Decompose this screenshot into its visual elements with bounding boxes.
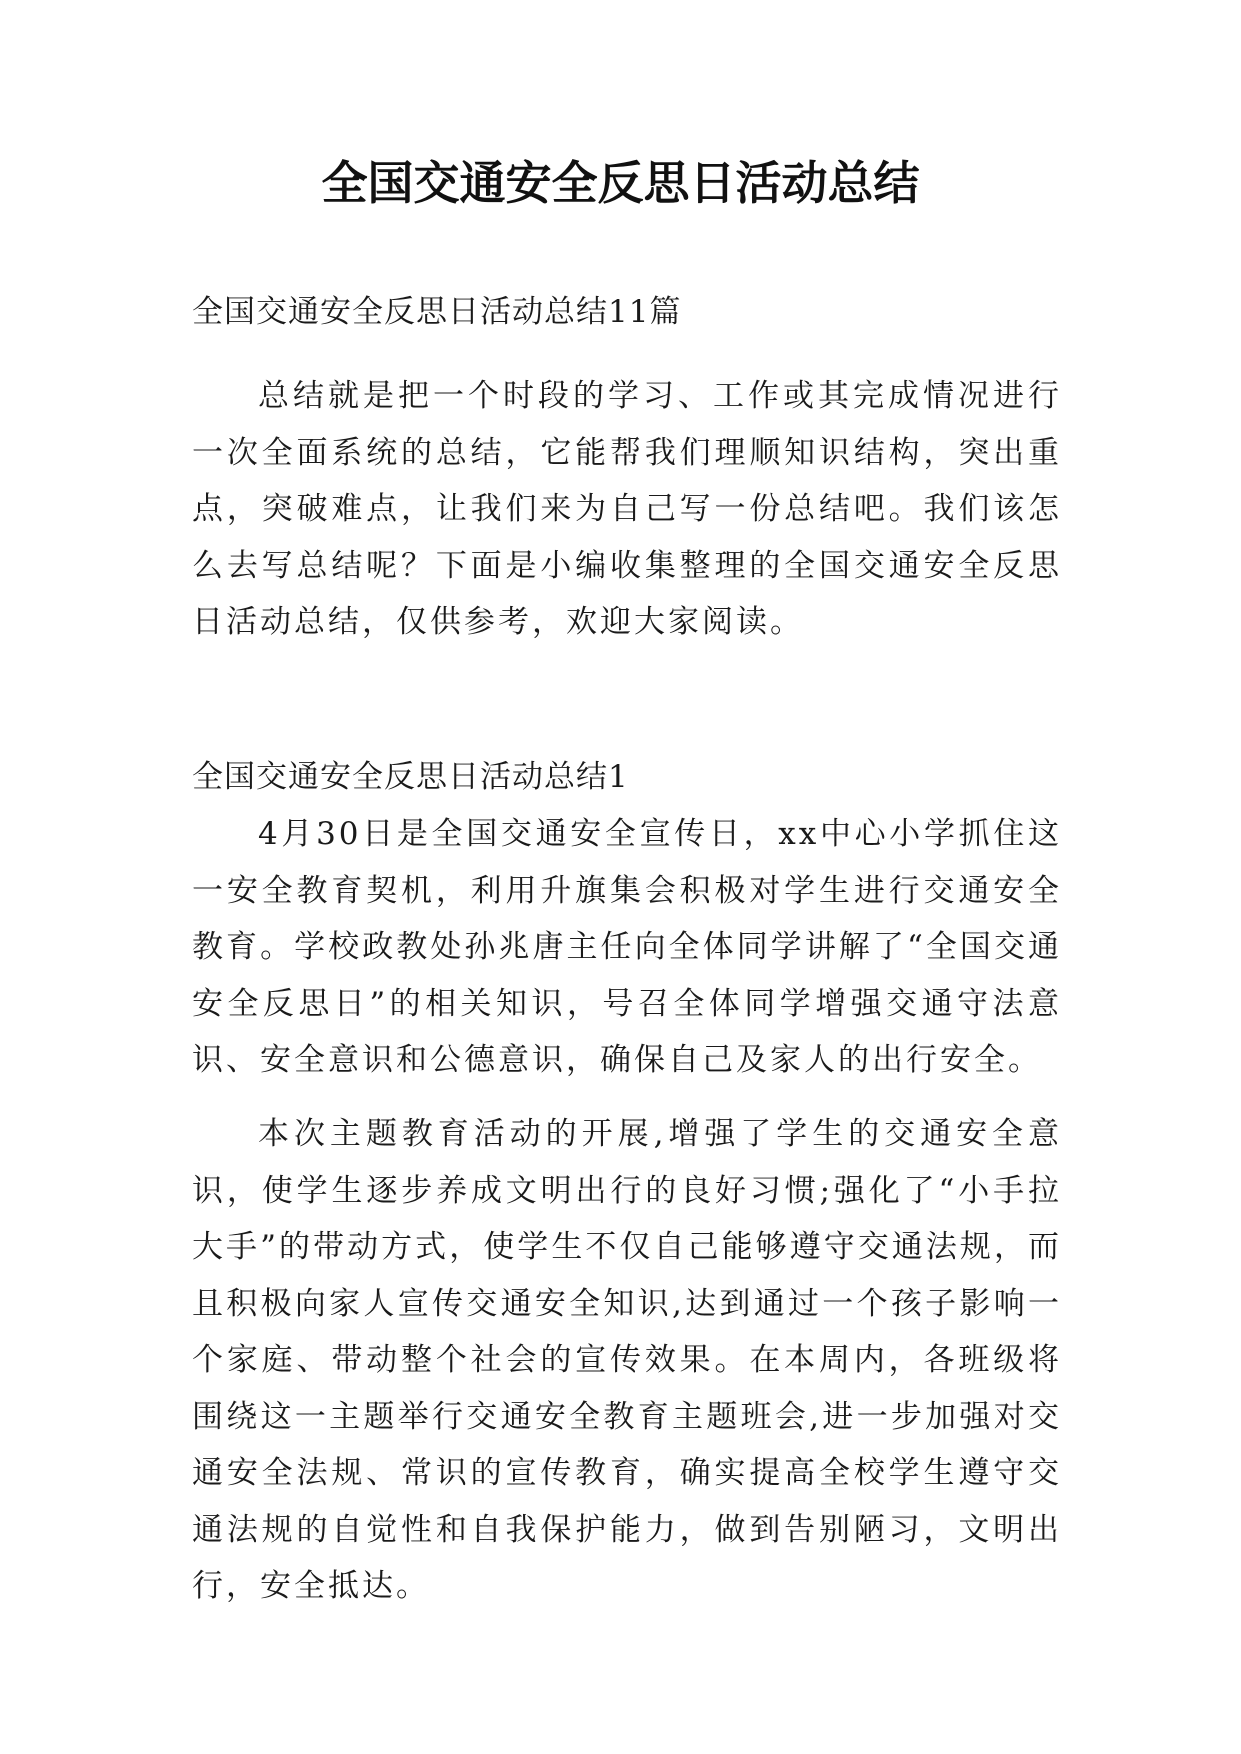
section-paragraph-1: 4月30日是全国交通安全宣传日，xx中心小学抓住这一安全教育契机，利用升旗集会积极对学生进行交通安全教育。学校政教处孙兆唐主任向全体同学讲解了“全国交通安全反思日”的相关知识，号召全体同学增强交通守法意识、安全意识和公德意识，确保自己及家人的出行安全。 (192, 816, 1062, 1078)
document-title: 全国交通安全反思日活动总结 (321, 156, 920, 210)
section-heading: 全国交通安全反思日活动总结1 (192, 759, 629, 795)
document-subtitle: 全国交通安全反思日活动总结11篇 (192, 294, 682, 330)
section-paragraph-2: 本次主题教育活动的开展,增强了学生的交通安全意识，使学生逐步养成文明出行的良好习惯;强化了“小手拉大手”的带动方式，使学生不仅自己能够遵守交通法规，而且积极向家人宣传交通安全知识,达到通过一个孩子影响一个家庭、带动整个社会的宣传效果。在本周内，各班级将围绕这一主题举行交通安全教育主题班会,进一步加强对交通安全法规、常识的宣传教育，确实提高全校学生遵守交通法规的自觉性和自我保护能力，做到告别陋习，文明出行，安全抵达。 (192, 1116, 1062, 1604)
intro-paragraph: 总结就是把一个时段的学习、工作或其完成情况进行一次全面系统的总结，它能帮我们理顺知识结构，突出重点，突破难点，让我们来为自己写一份总结吧。我们该怎么去写总结呢？下面是小编收集整理的全国交通安全反思日活动总结，仅供参考，欢迎大家阅读。 (192, 378, 1062, 640)
